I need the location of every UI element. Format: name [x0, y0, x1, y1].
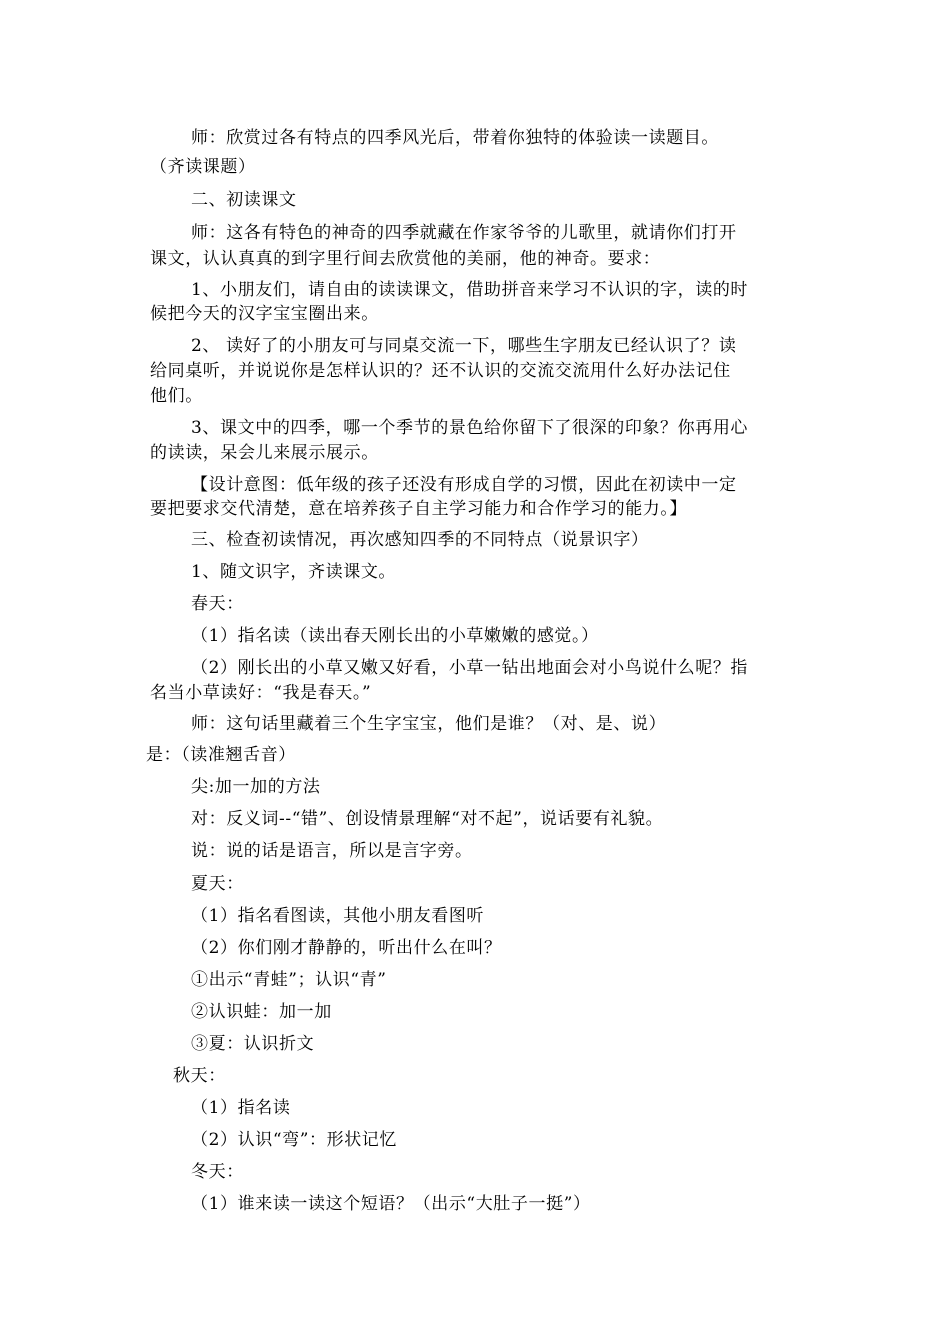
text-line: 给同桌听，并说说你是怎样认识的？还不认识的交流交流用什么好办法记住	[150, 361, 731, 381]
text-line: 说：说的话是语言，所以是言字旁。	[191, 841, 473, 861]
section-heading: 二、初读课文	[191, 190, 297, 210]
text-line: ②认识蛙：加一加	[191, 1002, 332, 1022]
text-line: （2）认识“弯”：形状记忆	[191, 1130, 397, 1150]
text-line: 1、小朋友们，请自由的读读课文，借助拼音来学习不认识的字，读的时	[191, 280, 749, 300]
text-line: （1）指名读（读出春天刚长出的小草嫩嫩的感觉。）	[191, 626, 599, 646]
text-line: 课文，认认真真的到字里行间去欣赏他的美丽，他的神奇。要求：	[150, 249, 661, 269]
season-heading: 冬天：	[191, 1162, 244, 1182]
text-line: （1）指名读	[191, 1098, 291, 1118]
text-line: 尖:加一加的方法	[191, 777, 321, 797]
text-line: 候把今天的汉字宝宝圈出来。	[150, 304, 379, 324]
text-line: （2）刚长出的小草又嫩又好看，小草一钻出地面会对小鸟说什么呢？指	[191, 658, 749, 678]
text-line: （1）谁来读一读这个短语？（出示“大肚子一挺”）	[191, 1194, 591, 1214]
section-heading: 三、检查初读情况，再次感知四季的不同特点（说景识字）	[191, 530, 649, 550]
text-line: 名当小草读好：“我是春天。”	[150, 683, 372, 703]
text-line: 师：欣赏过各有特点的四季风光后，带着你独特的体验读一读题目。	[191, 128, 719, 148]
season-heading: 春天：	[191, 594, 244, 614]
text-line: 师：这句话里藏着三个生字宝宝，他们是谁？（对、是、说）	[191, 714, 667, 734]
text-line: （齐读课题）	[150, 157, 256, 177]
text-line: （1）指名看图读，其他小朋友看图听	[191, 906, 485, 926]
design-intent-note: 要把要求交代清楚，意在培养孩子自主学习能力和合作学习的能力。】	[150, 499, 688, 519]
text-line: 1、随文识字，齐读课文。	[191, 562, 397, 582]
text-line: 3、课文中的四季，哪一个季节的景色给你留下了很深的印象？你再用心	[191, 418, 749, 438]
text-line: ③夏：认识折文	[191, 1034, 315, 1054]
text-line: ①出示“青蛙”；认识“青”	[191, 970, 387, 990]
text-line: 师：这各有特色的神奇的四季就藏在作家爷爷的儿歌里，就请你们打开	[191, 223, 737, 243]
text-line: （2）你们刚才静静的，听出什么在叫？	[191, 938, 502, 958]
text-line: 对：反义词--“错”、创设情景理解“对不起”，说话要有礼貌。	[191, 809, 664, 829]
text-line: 2、 读好了的小朋友可与同桌交流一下，哪些生字朋友已经认识了？读	[191, 336, 737, 356]
text-line: 的读读，呆会儿来展示展示。	[150, 443, 379, 463]
design-intent-note: 【设计意图：低年级的孩子还没有形成自学的习惯，因此在初读中一定	[191, 475, 737, 495]
text-line: 他们。	[150, 386, 203, 406]
text-line: 是：（读准翘舌音）	[146, 745, 296, 765]
season-heading: 秋天：	[173, 1066, 226, 1086]
season-heading: 夏天：	[191, 874, 244, 894]
